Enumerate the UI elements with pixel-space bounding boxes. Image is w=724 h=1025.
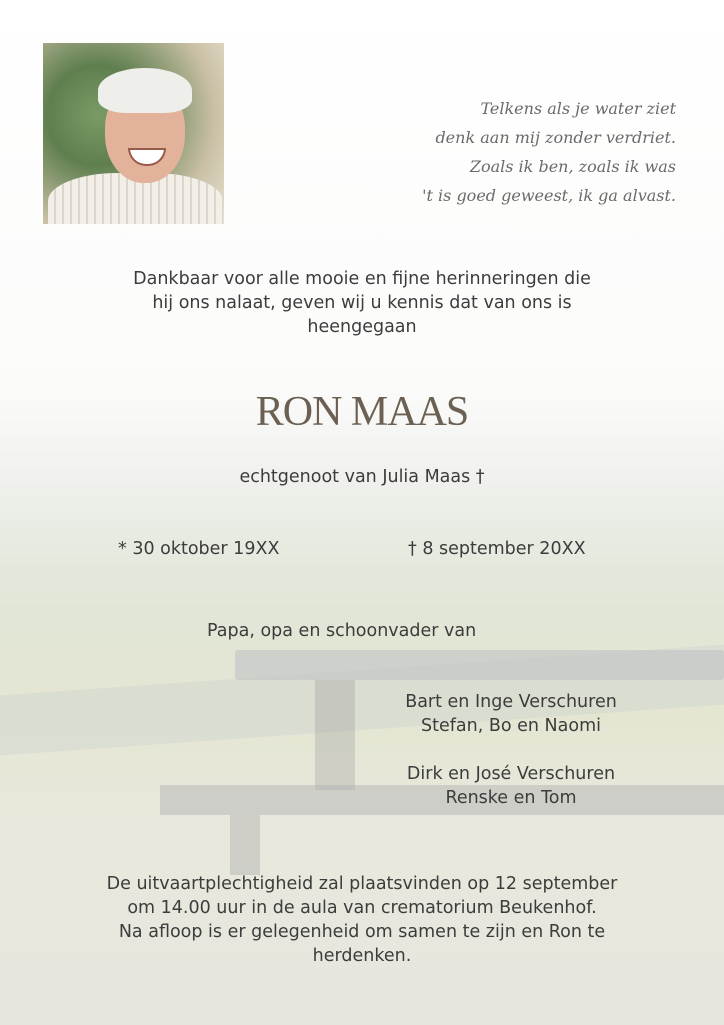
funeral-line: om 14.00 uur in de aula van crematorium Beukenhof. [127, 898, 597, 918]
funeral-line: De uitvaartplechtigheid zal plaatsvinden op 12 september [106, 874, 618, 894]
poem-line: 't is goed geweest, ik ga alvast. [422, 186, 676, 205]
family-children: Stefan, Bo en Naomi [421, 716, 601, 736]
bench-table-top [235, 650, 724, 680]
poem [422, 94, 676, 210]
funeral-line: Na afloop is er gelegenheid om samen te zijn en Ron te [118, 922, 606, 942]
deceased-name: RON MAAS [255, 389, 469, 435]
intro-line: heengegaan [307, 317, 417, 337]
death-date: † 8 september 20XX [408, 539, 586, 559]
bench-leg [315, 680, 355, 790]
funeral-text [0, 872, 724, 968]
intro-line: hij ons nalaat, geven wij u kennis dat van ons is [152, 293, 572, 313]
funeral-line: herdenken. [312, 946, 412, 966]
family-parents: Dirk en José Verschuren [406, 764, 616, 784]
poem-line: Telkens als je water ziet [480, 99, 676, 118]
intro-line: Dankbaar voor alle mooie en fijne herinneringen die [133, 269, 591, 289]
poem-line: denk aan mij zonder verdriet. [435, 128, 676, 147]
family-children: Renske en Tom [445, 788, 577, 808]
bench-leg [230, 815, 260, 875]
family-group [387, 690, 635, 810]
family-parents: Bart en Inge Verschuren [405, 692, 617, 712]
spouse-text: echtgenoot van Julia Maas † [239, 467, 485, 487]
poem-line: Zoals ik ben, zoals ik was [469, 157, 676, 176]
family-heading: Papa, opa en schoonvader van [207, 621, 477, 641]
portrait-photo [43, 43, 224, 224]
birth-date: * 30 oktober 19XX [118, 539, 280, 559]
intro-text [0, 267, 724, 339]
